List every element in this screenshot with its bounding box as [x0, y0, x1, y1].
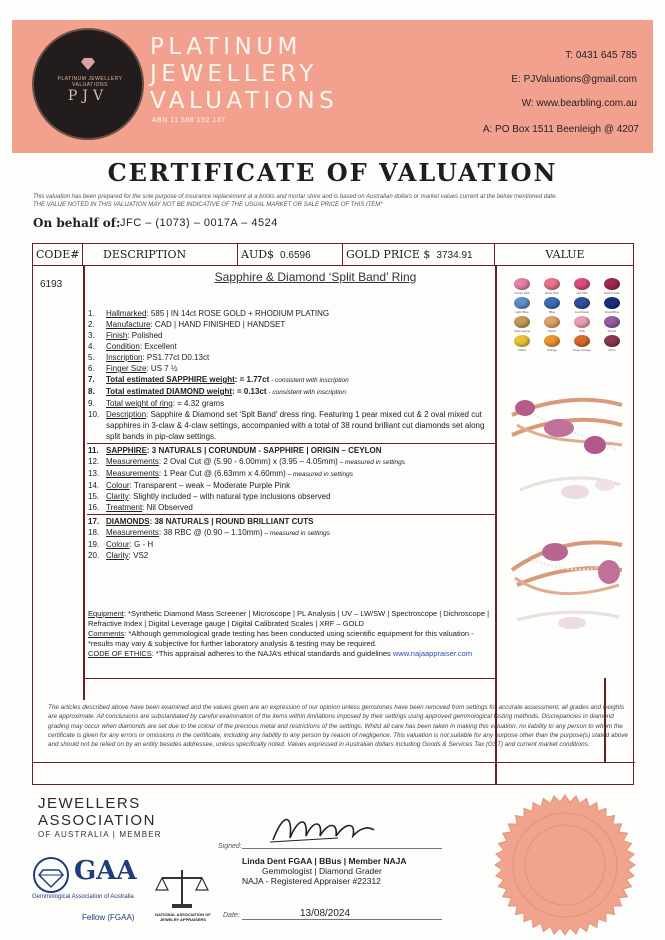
gem-swatch	[597, 297, 627, 314]
spec-value: : 38 RBC @ (0.90 – 1.10mm)	[158, 528, 263, 537]
gem-icon	[514, 278, 530, 290]
gem-label: Orange	[546, 348, 557, 352]
spec-number: 14.	[88, 481, 100, 490]
spec-row	[88, 374, 496, 386]
signature	[268, 808, 378, 848]
gem-icon	[604, 316, 620, 328]
certificate-title: CERTIFICATE OF VALUATION	[107, 158, 558, 187]
description-list	[88, 308, 496, 561]
jewellers-sub: OF AUSTRALIA | MEMBER	[38, 830, 162, 839]
section-divider	[87, 443, 496, 444]
spec-value: : 3 NATURALS | CORUNDUM - SAPPHIRE | ORIGIN – CEYLON	[146, 446, 382, 455]
gem-icon	[574, 316, 590, 328]
gem-label: Plum	[608, 348, 616, 352]
spec-number: 10.	[88, 410, 100, 419]
gem-swatch	[507, 297, 537, 314]
aud-header	[238, 244, 343, 266]
gem-icon	[514, 335, 530, 347]
spec-note: - consistent with inscription	[266, 389, 347, 396]
gaa-emblem-icon	[32, 856, 70, 894]
gem-icon	[574, 297, 590, 309]
gem-label: Dark Purple	[604, 291, 620, 295]
spec-row	[88, 550, 496, 561]
spec-row	[88, 330, 496, 341]
spec-row	[88, 363, 496, 374]
description-header: DESCRIPTION	[83, 244, 238, 266]
spec-value: : Polished	[127, 331, 163, 340]
spec-note: - consistent with inscription	[269, 377, 349, 384]
gaa-text: GAA	[74, 856, 137, 886]
appraiser-details	[242, 856, 407, 886]
spec-row	[88, 352, 496, 363]
spec-number: 2.	[88, 320, 95, 329]
logo-initials: PJV	[67, 88, 109, 104]
gold-header	[343, 244, 495, 266]
aud-value: 0.6596	[280, 250, 311, 261]
spec-value: : CAD | HAND FINISHED | HANDSET	[150, 320, 286, 329]
spec-value: : PS1.77ct D0.13ct	[142, 353, 210, 362]
spec-value: : 2 Oval Cut @ (5.90 - 6.00mm) x (3.95 – 4.05mm)	[158, 457, 338, 466]
gem-swatch	[507, 278, 537, 295]
sapphire-colour-chart	[507, 278, 627, 352]
spec-value: : = 0.13ct	[232, 387, 267, 396]
equipment-label: Equipment	[88, 609, 124, 618]
spec-row	[88, 319, 496, 330]
gem-icon	[574, 335, 590, 347]
spec-label: Hallmarked	[106, 309, 147, 318]
pjv-logo	[32, 28, 144, 140]
gem-icon	[544, 316, 560, 328]
spec-label: Total estimated SAPPHIRE weight	[106, 375, 235, 384]
gem-label: Blue	[548, 310, 555, 314]
spec-row	[88, 456, 496, 468]
spec-number: 1.	[88, 309, 95, 318]
gem-icon	[544, 335, 560, 347]
gem-icon	[514, 297, 530, 309]
table-header	[33, 244, 633, 266]
gem-label: Peach	[547, 329, 557, 333]
gem-swatch	[597, 278, 627, 295]
gem-icon	[574, 278, 590, 290]
spec-row	[88, 409, 496, 442]
ring-reflection-top	[515, 470, 625, 510]
spec-row	[88, 308, 496, 319]
spec-row	[88, 539, 496, 550]
gem-swatch	[507, 335, 537, 352]
spec-note: – measured in settings	[337, 459, 405, 466]
naja-scales-icon	[150, 866, 214, 910]
spec-value: : G - H	[129, 540, 154, 549]
spec-label: Finger Size	[106, 364, 147, 373]
spec-number: 4.	[88, 342, 95, 351]
gem-swatch	[567, 335, 597, 352]
spec-label: Colour	[106, 540, 130, 549]
gem-label: Deep Orange	[572, 348, 591, 352]
jewellers-line-2: ASSOCIATION	[38, 812, 156, 829]
spec-row	[88, 480, 496, 491]
column-divider	[83, 266, 85, 700]
aud-label: AUD$	[241, 248, 275, 261]
spec-note: – measured in settings	[285, 471, 353, 478]
spec-number: 11.	[88, 446, 99, 455]
spec-row	[88, 527, 496, 539]
gold-label: GOLD PRICE $	[346, 248, 431, 261]
gem-swatch	[537, 335, 567, 352]
spec-number: 17.	[88, 517, 100, 526]
ring-image-bottom	[507, 530, 627, 602]
ring-reflection-bottom	[512, 605, 624, 640]
gem-swatch	[567, 316, 597, 333]
brand-name	[150, 34, 338, 115]
spec-number: 6.	[88, 364, 95, 373]
ring-title: Sapphire & Diamond ‘Split Band’ Ring	[214, 270, 417, 284]
spec-row	[88, 386, 496, 398]
section-divider	[87, 514, 496, 515]
brand-line-1: PLATINUM	[150, 34, 302, 60]
spec-label: Description	[106, 410, 147, 419]
spec-number: 18.	[88, 528, 100, 537]
comments-label: Comments	[88, 629, 125, 638]
spec-label: Clarity	[106, 492, 129, 501]
ring-image-top	[507, 390, 627, 465]
spec-value: : 1 Pear Cut @ (6.63mm x 4.60mm)	[158, 469, 286, 478]
spec-row	[88, 468, 496, 480]
brand-line-2: JEWELLERY	[150, 61, 318, 87]
row-divider	[83, 678, 495, 679]
gaa-logo	[32, 856, 137, 900]
gem-label: Royal Blue	[604, 310, 620, 314]
spec-row	[88, 398, 496, 409]
diamond-icon	[81, 58, 95, 70]
appraiser-name: Linda Dent FGAA | BBus | Member NAJA	[242, 856, 407, 866]
spec-number: 7.	[88, 375, 95, 384]
on-behalf-value: JFC – (1073) – 0017A – 4524	[120, 217, 278, 229]
gem-label: Yellow	[517, 348, 527, 352]
spec-label: Treatment	[106, 503, 143, 512]
header-band	[12, 20, 653, 153]
spec-number: 5.	[88, 353, 95, 362]
gem-label: Rose Pink	[545, 291, 559, 295]
spec-number: 13.	[88, 469, 100, 478]
gem-label: Hot Pink	[576, 291, 588, 295]
phone: T: 0431 645 785	[565, 50, 637, 61]
spec-value: : Transparent – weak – Moderate Purple Pink	[129, 481, 291, 490]
brand-line-3: VALUATIONS	[150, 88, 339, 114]
spec-label: Total estimated DIAMOND weight	[106, 387, 233, 396]
item-code: 6193	[40, 279, 63, 290]
spec-number: 20.	[88, 551, 100, 560]
email: E: PJValuations@gmail.com	[511, 74, 637, 85]
spec-value: : = 4.32 grams	[172, 399, 225, 408]
spec-label: Clarity	[106, 551, 129, 560]
appraiser-role-2: NAJA - Registered Appraiser #22312	[242, 876, 381, 886]
logo-ring-text: PLATINUM JEWELLERY VALUATIONS	[57, 76, 123, 88]
spec-number: 19.	[88, 540, 100, 549]
disclaimer	[33, 193, 643, 209]
naja-label: NATIONAL ASSOCIATION OF JEWELRY APPRAISERS	[155, 912, 211, 922]
company-seal	[490, 790, 640, 940]
spec-row	[88, 491, 496, 502]
gem-swatch	[507, 316, 537, 333]
gem-swatch	[597, 316, 627, 333]
gem-swatch	[537, 297, 567, 314]
spec-label: SAPPHIRE	[106, 446, 147, 455]
disclaimer-line-2: THE VALUE NOTED IN THIS VALUATION MAY NOT BE INDICATIVE OF THE USUAL MARKET OR SALE PRICE OF THIS ITEM*	[33, 202, 383, 208]
disclaimer-line-1: This valuation has been prepared for the sole purpose of insurance replacement at a bricks and mortar store and is based on Australian dollars or market values current at the below mentioned date.	[33, 194, 558, 200]
date-value: 13/08/2024	[300, 908, 351, 919]
abn-number: ABN 11 588 192 137	[152, 117, 226, 124]
contact-block	[447, 44, 637, 116]
gem-icon	[514, 316, 530, 328]
appraiser-role-1: Gemmologist | Diamond Grader	[262, 866, 382, 876]
spec-label: Measurements	[106, 457, 159, 466]
ethics-label: CODE OF ETHICS	[88, 649, 152, 658]
spec-label: Measurements	[106, 528, 159, 537]
comments-value: : *Although gemmological grade testing has been conducted using scientific equipment for this valuation - *results may vary & subjective for further laboratory analysis & testing may be required.	[88, 629, 474, 648]
value-header: VALUE	[545, 248, 585, 261]
jewellers-association-logo	[38, 795, 156, 829]
spec-label: Manufacture	[106, 320, 151, 329]
spec-row	[88, 516, 496, 527]
naja-link[interactable]: www.najaappraiser.com	[392, 649, 473, 658]
spec-value: : US 7 ½	[146, 364, 178, 373]
legal-fine-print: The articles described above have been examined and the values given are an expression of our opinion unless gemstones have been removed from settings for accurate assessment, all grades and weights are approximate. All conclusions are substantiated by careful examination of the items within limitations imposed by their settings using approved gemmological testing methods. Discrepancies in diamond grading may occur when diamonds are set due to the colour of the precious metal and restrictions of the settings. Whilst all care has been taken in making this valuation, no liability to any person to whom the certificate is given for any errors or omissions in the certificate, including any liability to any person by reason of negligence. This valuation is not suitable for any purpose other than the purpose(s) stated above and should not be relied on by an entity besides addressee, unless specifically noted. Values expressed in Australian dollars including Goods & Services Tax (GST) and current market conditions.	[48, 704, 628, 749]
gem-icon	[604, 297, 620, 309]
gaa-subtitle: Gemmological Association of Australia	[32, 894, 134, 900]
spec-label: DIAMONDS	[106, 517, 150, 526]
spec-label: Condition	[106, 342, 140, 351]
spec-label: Total weight of ring	[106, 399, 173, 408]
spec-label: Finish	[106, 331, 128, 340]
code-header: CODE#	[33, 244, 83, 266]
gem-icon	[604, 335, 620, 347]
spec-label: Inscription	[106, 353, 143, 362]
gem-swatch	[567, 278, 597, 295]
on-behalf-label: On behalf of:	[33, 216, 121, 230]
gem-label: Champagne	[513, 329, 531, 333]
gem-icon	[604, 278, 620, 290]
spec-value: : 38 NATURALS | ROUND BRILLIANT CUTS	[149, 517, 314, 526]
fellow-label: Fellow (FGAA)	[82, 913, 135, 922]
gem-swatch	[537, 316, 567, 333]
date-line	[242, 919, 442, 920]
spec-number: 12.	[88, 457, 100, 466]
gem-icon	[544, 278, 560, 290]
spec-label: Colour	[106, 481, 130, 490]
spec-value: : 585 | IN 14ct ROSE GOLD + RHODIUM PLATING	[146, 309, 330, 318]
gem-swatch	[567, 297, 597, 314]
spec-label: Measurements	[106, 469, 159, 478]
row-divider	[33, 762, 635, 763]
spec-number: 9.	[88, 399, 95, 408]
gem-label: Light Blue	[515, 310, 529, 314]
date-label: Date:	[223, 912, 240, 919]
gem-label: Cerise Pink	[514, 291, 530, 295]
spec-row	[88, 445, 496, 456]
gem-label: Purple	[607, 329, 617, 333]
signed-label: Signed:	[218, 843, 242, 850]
spec-value: : = 1.77ct	[234, 375, 270, 384]
spec-value: : Slightly included – with natural type inclusions observed	[128, 492, 331, 501]
spec-note: – measured in settings	[262, 530, 330, 537]
signature-line	[242, 848, 442, 849]
equipment-section	[88, 609, 500, 659]
spec-number: 16.	[88, 503, 100, 512]
spec-row	[88, 341, 496, 352]
spec-value: : Nil Observed	[142, 503, 193, 512]
gem-label: Cornflower	[574, 310, 590, 314]
gem-label: Pink	[579, 329, 585, 333]
spec-value: : Sapphire & Diamond set ‘Splt Band’ dress ring. Featuring 1 pear mixed cut & 2 oval mixed cut sapphires in 3-claw & 4-claw settings, accompanied with a total of 38 round brilliant cut diamonds set along split bands in pip-claw settings.	[106, 410, 485, 441]
website: W: www.bearbling.com.au	[521, 98, 637, 109]
comments-text	[88, 629, 500, 649]
spec-row	[88, 502, 496, 513]
ethics-text	[88, 649, 500, 659]
gem-swatch	[597, 335, 627, 352]
equipment-value: : *Synthetic Diamond Mass Screener | Microscope | PL Analysis | UV – LW/SW | Spectroscope | Dichroscope | Refractive Index | Digital Leverage gauge | Digital Calibrated Scales | XRF – GOLD	[88, 609, 490, 628]
spec-number: 15.	[88, 492, 100, 501]
equipment-text	[88, 609, 500, 629]
address: A: PO Box 1511 Beenleigh @ 4207	[482, 124, 639, 135]
gem-icon	[544, 297, 560, 309]
spec-number: 8.	[88, 387, 95, 396]
spec-number: 3.	[88, 331, 95, 340]
gold-value: 3734.91	[436, 250, 473, 261]
ethics-value: : *This appraisal adheres to the NAJA’s ethical standards and guidelines	[151, 649, 393, 658]
gem-swatch	[537, 278, 567, 295]
jewellers-line-1: JEWELLERS	[38, 795, 141, 812]
spec-value: : VS2	[128, 551, 149, 560]
spec-value: : Excellent	[139, 342, 177, 351]
